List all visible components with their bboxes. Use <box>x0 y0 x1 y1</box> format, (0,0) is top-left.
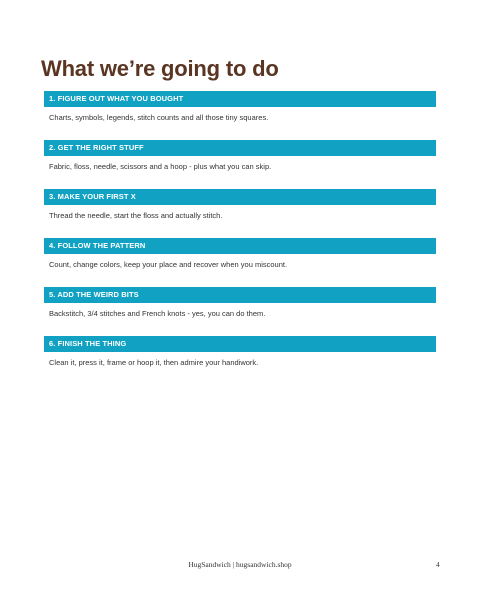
steps-list <box>44 91 436 385</box>
step-heading: 2. GET THE RIGHT STUFF <box>44 140 436 156</box>
step-6 <box>44 336 436 385</box>
step-description: Backstitch, 3/4 stitches and French knots - yes, you can do them. <box>49 309 266 318</box>
step-2 <box>44 140 436 189</box>
step-description: Clean it, press it, frame or hoop it, then admire your handiwork. <box>49 358 259 367</box>
step-heading: 1. FIGURE OUT WHAT YOU BOUGHT <box>44 91 436 107</box>
step-heading: 3. MAKE YOUR FIRST X <box>44 189 436 205</box>
step-description: Count, change colors, keep your place and recover when you miscount. <box>49 260 288 269</box>
step-description: Thread the needle, start the floss and actually stitch. <box>49 211 223 220</box>
step-description: Fabric, floss, needle, scissors and a hoop - plus what you can skip. <box>49 162 272 171</box>
page-footer: HugSandwich | hugsandwich.shop <box>188 560 292 569</box>
step-3 <box>44 189 436 238</box>
step-heading: 4. FOLLOW THE PATTERN <box>44 238 436 254</box>
step-4 <box>44 238 436 287</box>
page-title: What we’re going to do <box>41 56 279 81</box>
step-5 <box>44 287 436 336</box>
page-number: 4 <box>436 560 440 569</box>
step-1 <box>44 91 436 140</box>
step-heading: 5. ADD THE WEIRD BITS <box>44 287 436 303</box>
step-heading: 6. FINISH THE THING <box>44 336 436 352</box>
step-description: Charts, symbols, legends, stitch counts and all those tiny squares. <box>49 113 269 122</box>
